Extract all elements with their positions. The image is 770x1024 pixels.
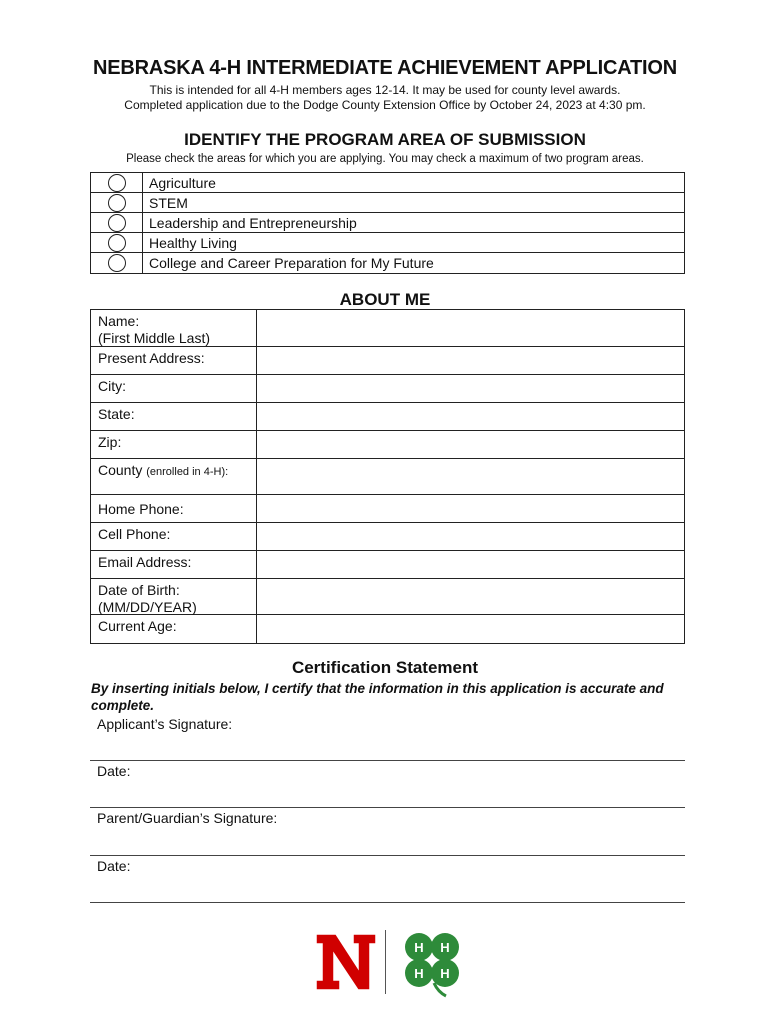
parent-date-line[interactable] bbox=[90, 902, 685, 903]
address-row bbox=[91, 347, 684, 375]
age-label: Current Age: bbox=[91, 615, 257, 643]
county-label-text: County bbox=[98, 462, 143, 478]
program-area-row bbox=[91, 233, 684, 253]
agriculture-checkbox[interactable] bbox=[91, 173, 143, 192]
county-row bbox=[91, 459, 684, 495]
email-field[interactable] bbox=[257, 551, 684, 578]
footer-logos bbox=[312, 928, 472, 998]
clover-leaves bbox=[405, 933, 459, 996]
home-phone-label: Home Phone: bbox=[91, 495, 257, 522]
home-phone-field[interactable] bbox=[257, 495, 684, 522]
address-label: Present Address: bbox=[91, 347, 257, 374]
four-h-clover-logo bbox=[398, 928, 468, 998]
zip-row bbox=[91, 431, 684, 459]
checkbox-circle-icon bbox=[108, 254, 126, 272]
parent-signature-label: Parent/Guardian’s Signature: bbox=[97, 810, 278, 826]
program-area-label: Healthy Living bbox=[149, 234, 237, 251]
dob-row bbox=[91, 579, 684, 615]
nebraska-n-shape bbox=[316, 934, 376, 990]
zip-field[interactable] bbox=[257, 431, 684, 458]
address-field[interactable] bbox=[257, 347, 684, 374]
parent-date-label: Date: bbox=[97, 858, 131, 874]
email-row bbox=[91, 551, 684, 579]
about-me-table bbox=[90, 309, 685, 644]
city-row bbox=[91, 375, 684, 403]
applicant-date-line[interactable] bbox=[90, 807, 685, 808]
certification-statement: By inserting initials below, I certify that the information in this application is accurate and complete. bbox=[91, 681, 664, 713]
clover-letter: H bbox=[440, 966, 450, 981]
email-label: Email Address: bbox=[91, 551, 257, 578]
name-field[interactable] bbox=[257, 310, 684, 346]
clover-letter: H bbox=[440, 940, 450, 955]
program-area-row bbox=[91, 173, 684, 193]
program-area-label: Agriculture bbox=[149, 174, 216, 191]
nebraska-n-logo bbox=[312, 928, 380, 996]
age-field[interactable] bbox=[257, 615, 684, 643]
logo-divider bbox=[385, 930, 386, 994]
state-label: State: bbox=[91, 403, 257, 430]
healthy-living-checkbox[interactable] bbox=[91, 233, 143, 252]
program-area-label: College and Career Preparation for My Future bbox=[149, 255, 434, 271]
program-area-label: STEM bbox=[149, 194, 188, 211]
clover-letter: H bbox=[414, 940, 424, 955]
cell-phone-field[interactable] bbox=[257, 523, 684, 550]
dob-label bbox=[91, 579, 257, 614]
program-area-heading: IDENTIFY THE PROGRAM AREA OF SUBMISSION bbox=[184, 130, 586, 149]
name-row bbox=[91, 310, 684, 347]
page-title: NEBRASKA 4-H INTERMEDIATE ACHIEVEMENT APPLICATION bbox=[93, 57, 677, 79]
age-row bbox=[91, 615, 684, 643]
name-label-text: Name: bbox=[98, 313, 140, 329]
checkbox-circle-icon bbox=[108, 174, 126, 192]
zip-label: Zip: bbox=[91, 431, 257, 458]
checkbox-circle-icon bbox=[108, 214, 126, 232]
cell-phone-label: Cell Phone: bbox=[91, 523, 257, 550]
program-area-row bbox=[91, 213, 684, 233]
county-label-sub: (enrolled in 4-H): bbox=[146, 466, 229, 478]
county-field[interactable] bbox=[257, 459, 684, 494]
dob-label-text: Date of Birth: bbox=[98, 582, 180, 598]
state-field[interactable] bbox=[257, 403, 684, 430]
county-label bbox=[91, 459, 257, 494]
checkbox-circle-icon bbox=[108, 234, 126, 252]
applicant-signature-line[interactable] bbox=[90, 760, 685, 761]
city-field[interactable] bbox=[257, 375, 684, 402]
program-area-row bbox=[91, 253, 684, 273]
program-area-instructions: Please check the areas for which you are applying. You may check a maximum of two program areas. bbox=[126, 153, 644, 165]
program-area-label: Leadership and Entrepreneurship bbox=[149, 214, 357, 231]
college-career-checkbox[interactable] bbox=[91, 253, 143, 273]
home-phone-row bbox=[91, 495, 684, 523]
name-label bbox=[91, 310, 257, 346]
checkbox-circle-icon bbox=[108, 194, 126, 212]
certification-heading: Certification Statement bbox=[291, 658, 479, 677]
dob-field[interactable] bbox=[257, 579, 684, 614]
program-area-row bbox=[91, 193, 684, 213]
city-label: City: bbox=[91, 375, 257, 402]
cell-phone-row bbox=[91, 523, 684, 551]
stem-checkbox[interactable] bbox=[91, 193, 143, 212]
program-area-table bbox=[90, 172, 685, 274]
applicant-signature-label: Applicant’s Signature: bbox=[97, 716, 233, 732]
name-label-sub: (First Middle Last) bbox=[98, 330, 211, 346]
parent-signature-line[interactable] bbox=[90, 855, 685, 856]
clover-letter: H bbox=[414, 966, 424, 981]
leadership-checkbox[interactable] bbox=[91, 213, 143, 232]
dob-label-sub: (MM/DD/YEAR) bbox=[98, 599, 197, 615]
intro-line-1: This is intended for all 4-H members ages 12-14. It may be used for county level awards. bbox=[149, 83, 621, 97]
state-row bbox=[91, 403, 684, 431]
intro-line-2: Completed application due to the Dodge County Extension Office by October 24, 2023 at 4:30 pm. bbox=[124, 98, 646, 112]
applicant-date-label: Date: bbox=[97, 763, 131, 779]
about-me-heading: ABOUT ME bbox=[339, 290, 431, 309]
